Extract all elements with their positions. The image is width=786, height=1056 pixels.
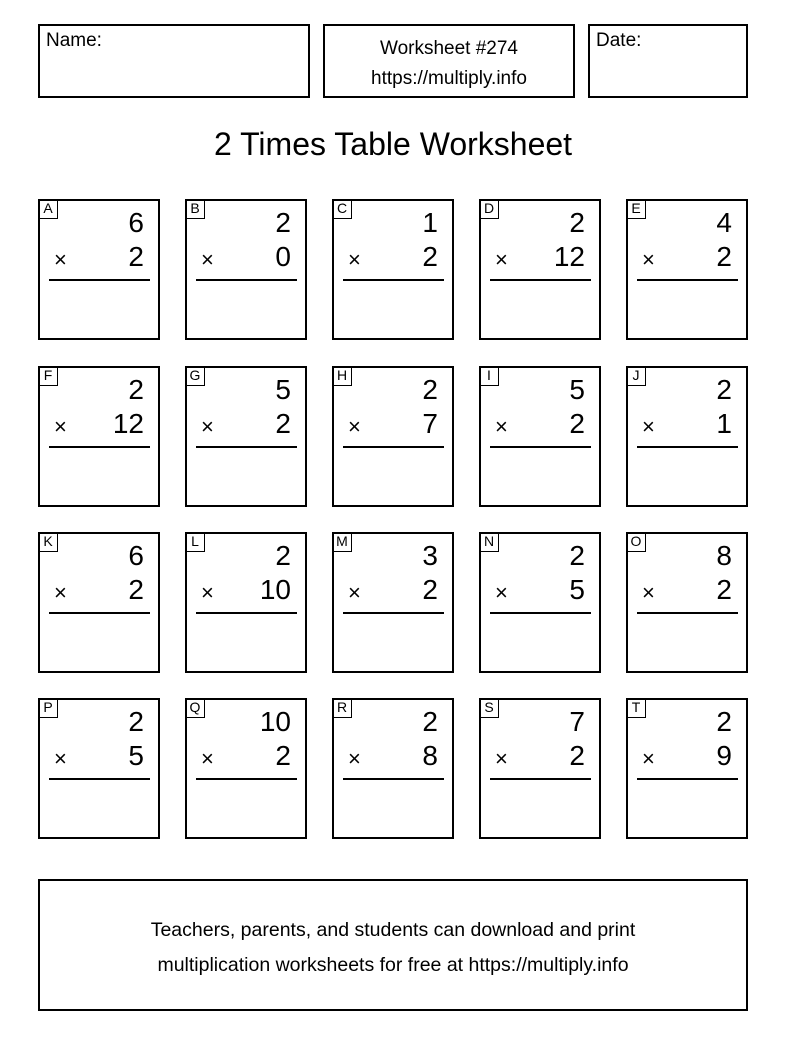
multiplicand: 2 bbox=[422, 706, 438, 737]
worksheet-info-box bbox=[323, 24, 575, 98]
multiply-sign: × bbox=[201, 580, 214, 605]
multiplicand: 1 bbox=[422, 207, 438, 238]
multiply-sign: × bbox=[495, 414, 508, 439]
multiply-sign: × bbox=[642, 746, 655, 771]
multiplier: 2 bbox=[275, 740, 291, 771]
multiplier: 2 bbox=[569, 740, 585, 771]
problem-card[interactable] bbox=[332, 698, 454, 839]
answer-line bbox=[637, 446, 738, 448]
multiplier: 2 bbox=[275, 408, 291, 439]
multiplicand: 6 bbox=[128, 207, 144, 238]
problem-letter: S bbox=[479, 698, 499, 718]
worksheet-url: https://multiply.info bbox=[371, 68, 527, 89]
problem-card[interactable] bbox=[38, 698, 160, 839]
multiply-sign: × bbox=[642, 247, 655, 272]
problem-letter: T bbox=[626, 698, 646, 718]
multiplier: 9 bbox=[716, 740, 732, 771]
multiplier: 2 bbox=[716, 574, 732, 605]
answer-line bbox=[637, 778, 738, 780]
multiplier: 2 bbox=[422, 241, 438, 272]
problem-letter: G bbox=[185, 366, 205, 386]
answer-line bbox=[196, 446, 297, 448]
name-field[interactable] bbox=[38, 24, 310, 98]
answer-line bbox=[637, 279, 738, 281]
problem-card[interactable] bbox=[479, 698, 601, 839]
problem-card[interactable] bbox=[332, 366, 454, 507]
multiplicand: 4 bbox=[716, 207, 732, 238]
multiply-sign: × bbox=[495, 580, 508, 605]
problem-letter: E bbox=[626, 199, 646, 219]
problem-card[interactable] bbox=[626, 366, 748, 507]
answer-line bbox=[343, 612, 444, 614]
multiply-sign: × bbox=[348, 247, 361, 272]
multiplicand: 10 bbox=[259, 706, 291, 737]
multiplicand: 2 bbox=[275, 207, 291, 238]
problem-letter: J bbox=[626, 366, 646, 386]
multiplicand: 2 bbox=[422, 374, 438, 405]
problem-letter: N bbox=[479, 532, 499, 552]
problem-letter: F bbox=[38, 366, 58, 386]
multiply-sign: × bbox=[201, 746, 214, 771]
multiply-sign: × bbox=[348, 414, 361, 439]
problem-card[interactable] bbox=[332, 199, 454, 340]
problem-letter: K bbox=[38, 532, 58, 552]
multiplier: 2 bbox=[128, 241, 144, 272]
problem-card[interactable] bbox=[479, 199, 601, 340]
answer-line bbox=[196, 778, 297, 780]
multiply-sign: × bbox=[54, 247, 67, 272]
date-field[interactable] bbox=[588, 24, 748, 98]
multiplier: 8 bbox=[422, 740, 438, 771]
multiplier: 12 bbox=[553, 241, 585, 272]
problem-letter: D bbox=[479, 199, 499, 219]
multiply-sign: × bbox=[348, 746, 361, 771]
answer-line bbox=[637, 612, 738, 614]
multiply-sign: × bbox=[54, 580, 67, 605]
problem-card[interactable] bbox=[38, 199, 160, 340]
multiplicand: 2 bbox=[569, 207, 585, 238]
problem-letter: L bbox=[185, 532, 205, 552]
answer-line bbox=[49, 279, 150, 281]
answer-line bbox=[490, 446, 591, 448]
problem-letter: H bbox=[332, 366, 352, 386]
multiplicand: 2 bbox=[569, 540, 585, 571]
answer-line bbox=[343, 778, 444, 780]
multiplier: 1 bbox=[716, 408, 732, 439]
worksheet-number: Worksheet #274 bbox=[379, 38, 518, 59]
problem-card[interactable] bbox=[38, 532, 160, 673]
answer-line bbox=[196, 612, 297, 614]
multiplier: 2 bbox=[716, 241, 732, 272]
multiplier: 0 bbox=[275, 241, 291, 272]
answer-line bbox=[343, 279, 444, 281]
name-label: Name: bbox=[46, 30, 102, 51]
multiplier: 5 bbox=[128, 740, 144, 771]
multiply-sign: × bbox=[201, 414, 214, 439]
problem-card[interactable] bbox=[626, 698, 748, 839]
multiplicand: 3 bbox=[422, 540, 438, 571]
date-label: Date: bbox=[596, 30, 642, 51]
footer-box bbox=[38, 879, 748, 1011]
answer-line bbox=[343, 446, 444, 448]
problem-letter: C bbox=[332, 199, 352, 219]
multiplicand: 2 bbox=[128, 706, 144, 737]
multiply-sign: × bbox=[54, 746, 67, 771]
answer-line bbox=[49, 446, 150, 448]
problem-letter: A bbox=[38, 199, 58, 219]
multiplicand: 5 bbox=[569, 374, 585, 405]
problem-card[interactable] bbox=[185, 532, 307, 673]
footer-line-2: multiplication worksheets for free at https://multiply.info bbox=[157, 954, 629, 976]
page-title: 2 Times Table Worksheet bbox=[213, 126, 573, 162]
answer-line bbox=[49, 612, 150, 614]
problem-card[interactable] bbox=[479, 366, 601, 507]
problem-letter: M bbox=[332, 532, 352, 552]
answer-line bbox=[196, 279, 297, 281]
multiply-sign: × bbox=[201, 247, 214, 272]
multiplier: 10 bbox=[259, 574, 291, 605]
problem-card[interactable] bbox=[626, 199, 748, 340]
problem-letter: P bbox=[38, 698, 58, 718]
problem-letter: O bbox=[626, 532, 646, 552]
multiply-sign: × bbox=[642, 580, 655, 605]
answer-line bbox=[49, 778, 150, 780]
problem-card[interactable] bbox=[332, 532, 454, 673]
problem-letter: R bbox=[332, 698, 352, 718]
problem-letter: Q bbox=[185, 698, 205, 718]
multiplier: 12 bbox=[112, 408, 144, 439]
multiplicand: 7 bbox=[569, 706, 585, 737]
problem-card[interactable] bbox=[185, 199, 307, 340]
answer-line bbox=[490, 279, 591, 281]
multiply-sign: × bbox=[642, 414, 655, 439]
multiplier: 2 bbox=[422, 574, 438, 605]
footer-line-1: Teachers, parents, and students can download and print bbox=[150, 919, 636, 941]
multiplicand: 5 bbox=[275, 374, 291, 405]
multiply-sign: × bbox=[495, 746, 508, 771]
multiplier: 7 bbox=[422, 408, 438, 439]
multiplicand: 2 bbox=[716, 374, 732, 405]
problem-card[interactable] bbox=[479, 532, 601, 673]
multiplier: 5 bbox=[569, 574, 585, 605]
problem-letter: I bbox=[479, 366, 499, 386]
multiplicand: 8 bbox=[716, 540, 732, 571]
multiplicand: 2 bbox=[128, 374, 144, 405]
problem-card[interactable] bbox=[185, 366, 307, 507]
answer-line bbox=[490, 612, 591, 614]
multiply-sign: × bbox=[54, 414, 67, 439]
problem-card[interactable] bbox=[626, 532, 748, 673]
problem-card[interactable] bbox=[38, 366, 160, 507]
multiplicand: 6 bbox=[128, 540, 144, 571]
multiplicand: 2 bbox=[716, 706, 732, 737]
multiplier: 2 bbox=[128, 574, 144, 605]
multiply-sign: × bbox=[348, 580, 361, 605]
answer-line bbox=[490, 778, 591, 780]
multiplicand: 2 bbox=[275, 540, 291, 571]
problem-letter: B bbox=[185, 199, 205, 219]
multiplier: 2 bbox=[569, 408, 585, 439]
problem-card[interactable] bbox=[185, 698, 307, 839]
multiply-sign: × bbox=[495, 247, 508, 272]
